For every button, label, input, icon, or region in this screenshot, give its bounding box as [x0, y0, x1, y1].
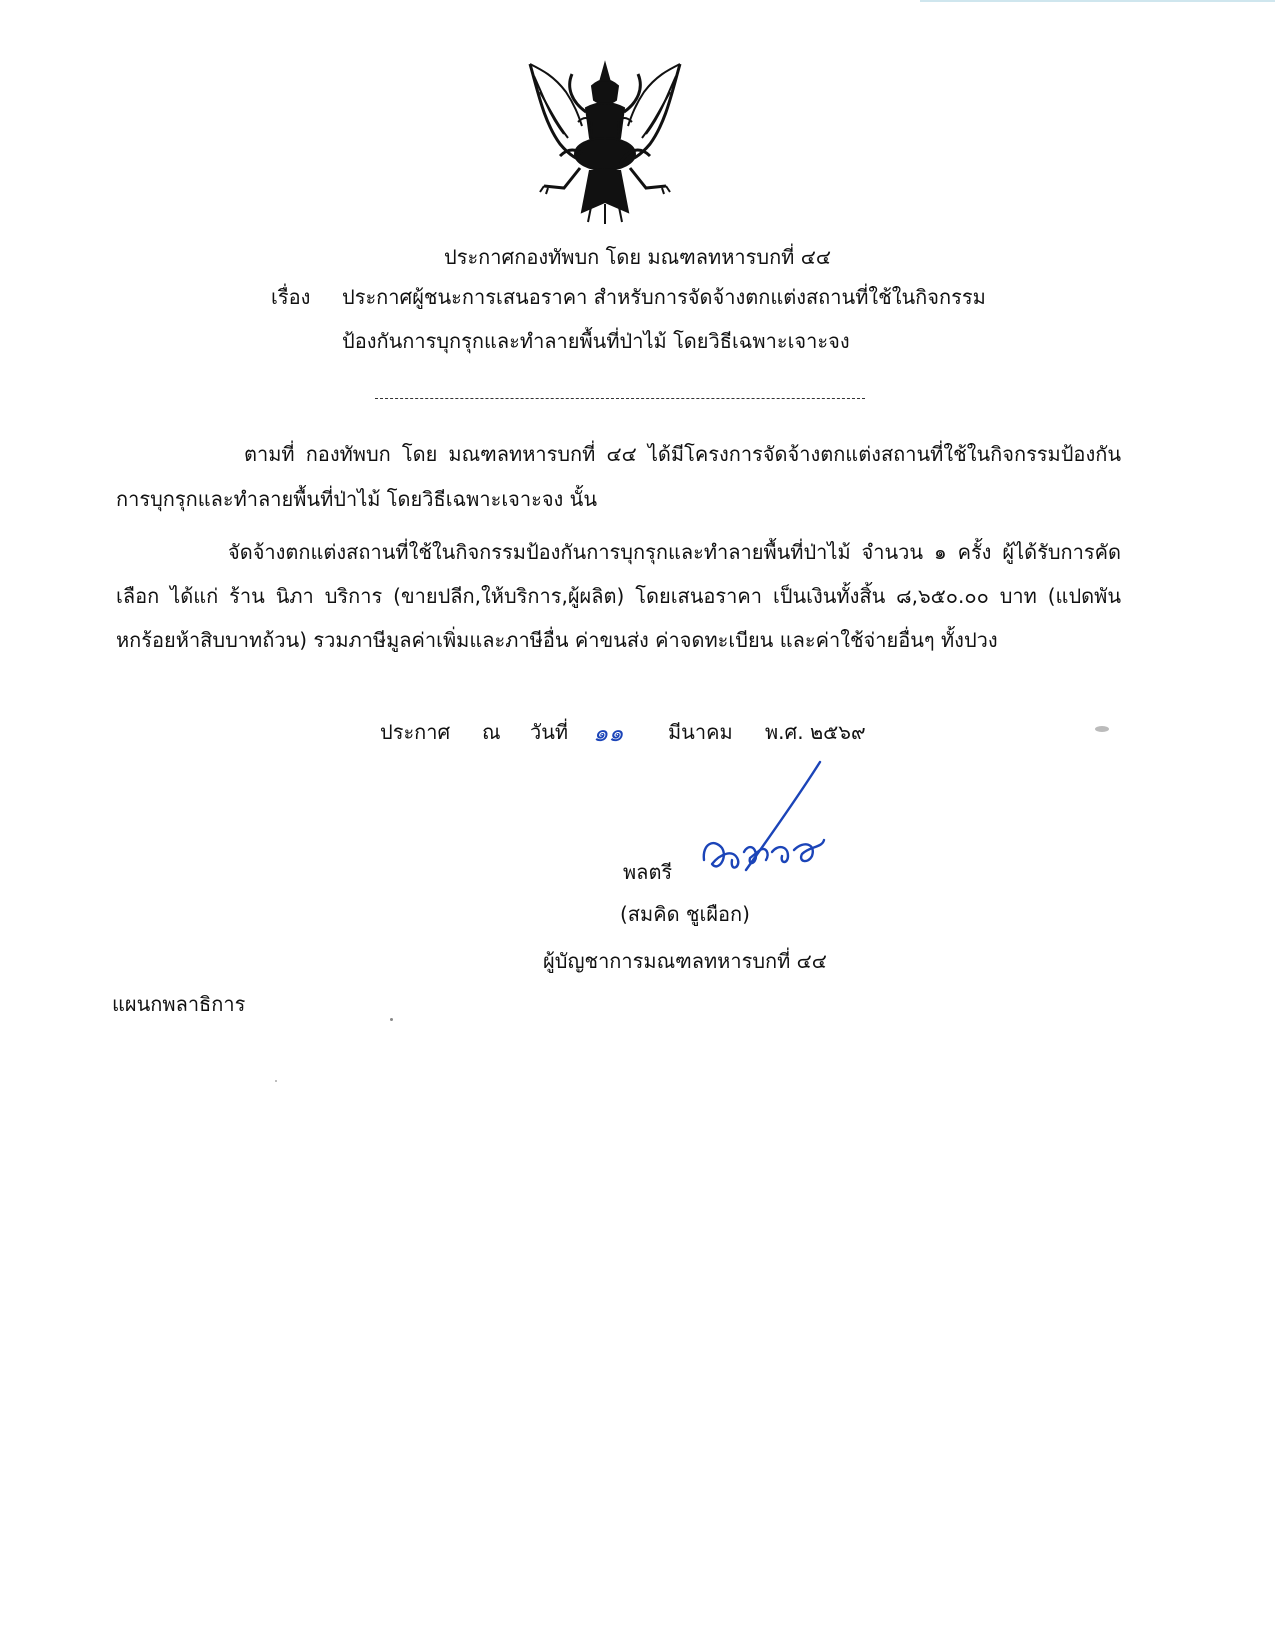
signer-name-text: (สมคิด ชูเผือก) — [620, 902, 750, 926]
signer-rank: พลตรี — [623, 860, 673, 884]
scan-speck — [275, 1080, 277, 1082]
date-label: ประกาศ — [380, 720, 451, 744]
scan-artifact-line — [920, 0, 1275, 2]
paragraph-1-line-1: ตามที่ กองทัพบก โดย มณฑลทหารบกที่ ๔๔ ได้มีโครงการจัดจ้างตกแต่งสถานที่ใช้ในกิจกรรมป้องกัน — [244, 442, 1121, 466]
subject-label: เรื่อง — [271, 285, 311, 309]
handwritten-signature — [700, 760, 840, 890]
date-day-handwritten: ๑๑ — [593, 719, 624, 747]
date-at: ณ — [482, 720, 501, 744]
department-label: แผนกพลาธิการ — [112, 992, 246, 1016]
date-day-label: วันที่ — [530, 720, 569, 744]
separator-line — [375, 398, 865, 399]
scan-speck — [1095, 726, 1109, 732]
paragraph-2-line-2: เลือก ได้แก่ ร้าน นิภา บริการ (ขายปลีก,ให้บริการ,ผู้ผลิต) โดยเสนอราคา เป็นเงินทั้งสิ้น ๘,๖๕๐.๐๐ บาท (แปดพัน — [116, 584, 1121, 608]
signer-position: ผู้บัญชาการมณฑลทหารบกที่ ๔๔ — [543, 949, 827, 973]
subject-line-2: ป้องกันการบุกรุกและทำลายพื้นที่ป่าไม้ โดยวิธีเฉพาะเจาะจง — [342, 329, 850, 353]
paragraph-2-line-3: หกร้อยห้าสิบบาทถ้วน) รวมภาษีมูลค่าเพิ่มและภาษีอื่น ค่าขนส่ง ค่าจดทะเบียน และค่าใช้จ่ายอื่นๆ ทั้งปวง — [116, 628, 998, 652]
paragraph-1-line-2: การบุกรุกและทำลายพื้นที่ป่าไม้ โดยวิธีเฉพาะเจาะจง นั้น — [116, 487, 598, 511]
subject-line-1: ประกาศผู้ชนะการเสนอราคา สำหรับการจัดจ้างตกแต่งสถานที่ใช้ในกิจกรรม — [342, 285, 986, 309]
date-year: พ.ศ. ๒๕๖๙ — [765, 720, 866, 744]
date-month: มีนาคม — [668, 720, 733, 744]
scan-speck — [390, 1018, 393, 1021]
signer-name — [0, 900, 1275, 928]
document-title: ประกาศกองทัพบก โดย มณฑลทหารบกที่ ๔๔ — [444, 245, 831, 269]
paragraph-2-line-1: จัดจ้างตกแต่งสถานที่ใช้ในกิจกรรมป้องกันการบุกรุกและทำลายพื้นที่ป่าไม้ จำนวน ๑ ครั้ง ผู้ได้รับการคัด — [228, 540, 1121, 564]
garuda-emblem-icon — [520, 52, 690, 224]
